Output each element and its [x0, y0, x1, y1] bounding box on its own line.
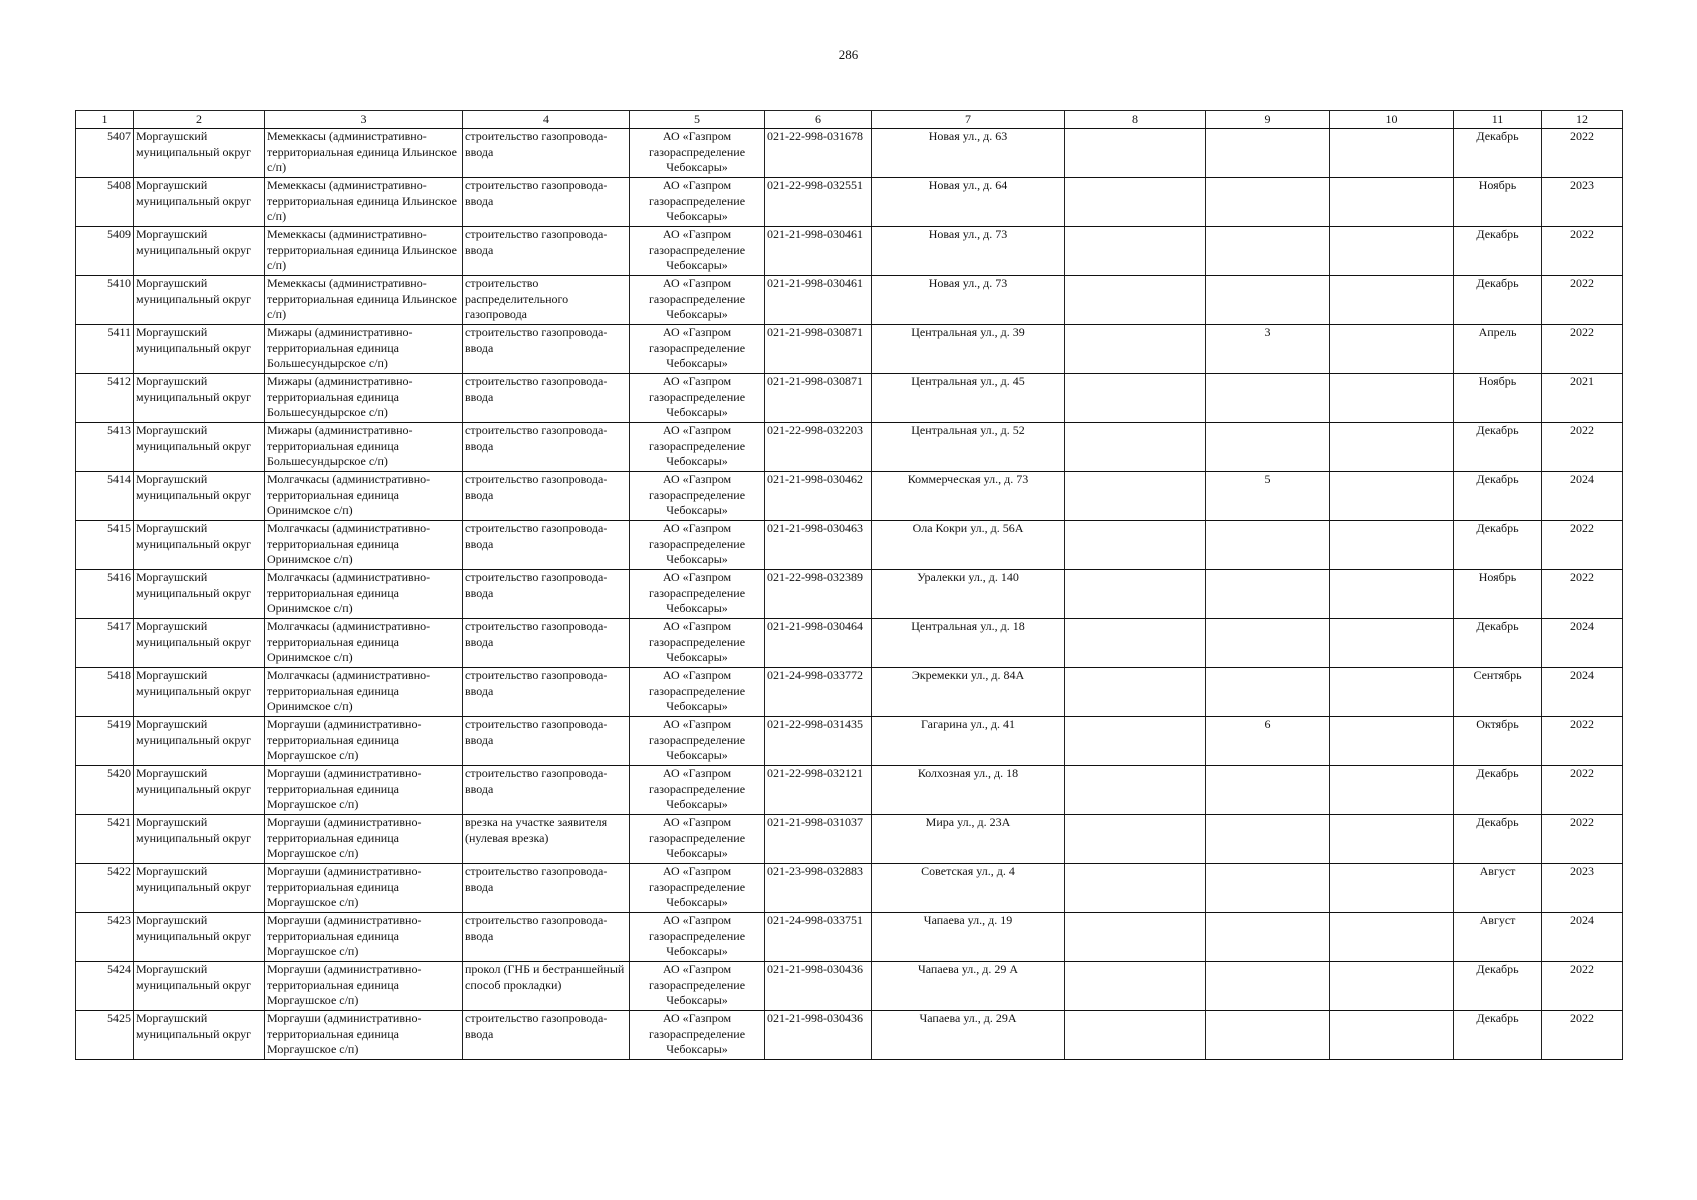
- year-cell: 2022: [1542, 815, 1623, 864]
- locality-cell: Моргауши (административно-территориальная единица Моргаушское с/п): [265, 717, 463, 766]
- application-code-cell: 021-21-998-030436: [765, 962, 872, 1011]
- column-number-row: [76, 111, 1623, 129]
- column-9-cell: [1206, 668, 1330, 717]
- application-code-cell: 021-22-998-032389: [765, 570, 872, 619]
- application-code-cell: 021-21-998-030871: [765, 325, 872, 374]
- row-number: 5408: [76, 178, 134, 227]
- table-row: [76, 570, 1623, 619]
- column-8-cell: [1065, 570, 1206, 619]
- column-9-cell: [1206, 178, 1330, 227]
- column-9-cell: [1206, 129, 1330, 178]
- row-number: 5414: [76, 472, 134, 521]
- organization-cell: АО «Газпром газораспределение Чебоксары»: [630, 913, 765, 962]
- application-code-cell: 021-23-998-032883: [765, 864, 872, 913]
- year-cell: 2022: [1542, 423, 1623, 472]
- work-type-cell: строительство газопровода-ввода: [463, 619, 630, 668]
- organization-cell: АО «Газпром газораспределение Чебоксары»: [630, 815, 765, 864]
- district-cell: Моргаушский муниципальный округ: [134, 178, 265, 227]
- row-number: 5423: [76, 913, 134, 962]
- table-row: [76, 129, 1623, 178]
- organization-cell: АО «Газпром газораспределение Чебоксары»: [630, 423, 765, 472]
- row-number: 5417: [76, 619, 134, 668]
- work-type-cell: прокол (ГНБ и бестраншейный способ прокладки): [463, 962, 630, 1011]
- column-9-cell: [1206, 227, 1330, 276]
- column-header-3: 3: [265, 111, 463, 129]
- column-8-cell: [1065, 227, 1206, 276]
- address-cell: Коммерческая ул., д. 73: [872, 472, 1065, 521]
- year-cell: 2022: [1542, 521, 1623, 570]
- application-code-cell: 021-21-998-031037: [765, 815, 872, 864]
- district-cell: Моргаушский муниципальный округ: [134, 129, 265, 178]
- row-number: 5411: [76, 325, 134, 374]
- organization-cell: АО «Газпром газораспределение Чебоксары»: [630, 374, 765, 423]
- address-cell: Центральная ул., д. 45: [872, 374, 1065, 423]
- table-body: [76, 129, 1623, 1060]
- organization-cell: АО «Газпром газораспределение Чебоксары»: [630, 178, 765, 227]
- column-9-cell: [1206, 619, 1330, 668]
- district-cell: Моргаушский муниципальный округ: [134, 227, 265, 276]
- column-header-4: 4: [463, 111, 630, 129]
- column-10-cell: [1330, 129, 1454, 178]
- row-number: 5422: [76, 864, 134, 913]
- locality-cell: Мижары (административно-территориальная единица Большесундырское с/п): [265, 423, 463, 472]
- address-cell: Уралекки ул., д. 140: [872, 570, 1065, 619]
- organization-cell: АО «Газпром газораспределение Чебоксары»: [630, 619, 765, 668]
- address-cell: Центральная ул., д. 39: [872, 325, 1065, 374]
- month-cell: Декабрь: [1454, 129, 1542, 178]
- column-8-cell: [1065, 374, 1206, 423]
- column-10-cell: [1330, 815, 1454, 864]
- address-cell: Чапаева ул., д. 19: [872, 913, 1065, 962]
- column-10-cell: [1330, 962, 1454, 1011]
- column-8-cell: [1065, 668, 1206, 717]
- row-number: 5416: [76, 570, 134, 619]
- column-8-cell: [1065, 276, 1206, 325]
- organization-cell: АО «Газпром газораспределение Чебоксары»: [630, 570, 765, 619]
- column-header-11: 11: [1454, 111, 1542, 129]
- year-cell: 2022: [1542, 129, 1623, 178]
- column-8-cell: [1065, 472, 1206, 521]
- district-cell: Моргаушский муниципальный округ: [134, 962, 265, 1011]
- column-8-cell: [1065, 1011, 1206, 1060]
- work-type-cell: строительство газопровода-ввода: [463, 864, 630, 913]
- year-cell: 2024: [1542, 619, 1623, 668]
- table-row: [76, 864, 1623, 913]
- column-9-cell: [1206, 1011, 1330, 1060]
- column-header-12: 12: [1542, 111, 1623, 129]
- year-cell: 2021: [1542, 374, 1623, 423]
- application-code-cell: 021-21-998-030871: [765, 374, 872, 423]
- column-header-5: 5: [630, 111, 765, 129]
- column-9-cell: [1206, 570, 1330, 619]
- application-code-cell: 021-21-998-030463: [765, 521, 872, 570]
- table-row: [76, 766, 1623, 815]
- column-10-cell: [1330, 1011, 1454, 1060]
- column-8-cell: [1065, 962, 1206, 1011]
- column-8-cell: [1065, 864, 1206, 913]
- organization-cell: АО «Газпром газораспределение Чебоксары»: [630, 717, 765, 766]
- district-cell: Моргаушский муниципальный округ: [134, 766, 265, 815]
- row-number: 5415: [76, 521, 134, 570]
- column-9-cell: [1206, 864, 1330, 913]
- address-cell: Новая ул., д. 73: [872, 276, 1065, 325]
- column-10-cell: [1330, 717, 1454, 766]
- table-row: [76, 717, 1623, 766]
- row-number: 5419: [76, 717, 134, 766]
- table-row: [76, 325, 1623, 374]
- work-type-cell: строительство газопровода-ввода: [463, 766, 630, 815]
- locality-cell: Мемеккасы (административно-территориальная единица Ильинское с/п): [265, 178, 463, 227]
- column-9-cell: 5: [1206, 472, 1330, 521]
- address-cell: Ола Кокри ул., д. 56А: [872, 521, 1065, 570]
- organization-cell: АО «Газпром газораспределение Чебоксары»: [630, 1011, 765, 1060]
- column-header-10: 10: [1330, 111, 1454, 129]
- table-row: [76, 913, 1623, 962]
- table-row: [76, 178, 1623, 227]
- district-cell: Моргаушский муниципальный округ: [134, 570, 265, 619]
- district-cell: Моргаушский муниципальный округ: [134, 619, 265, 668]
- locality-cell: Молгачкасы (административно-территориальная единица Оринимское с/п): [265, 570, 463, 619]
- year-cell: 2024: [1542, 668, 1623, 717]
- table-row: [76, 962, 1623, 1011]
- organization-cell: АО «Газпром газораспределение Чебоксары»: [630, 227, 765, 276]
- row-number: 5425: [76, 1011, 134, 1060]
- year-cell: 2022: [1542, 766, 1623, 815]
- column-8-cell: [1065, 325, 1206, 374]
- application-code-cell: 021-22-998-032203: [765, 423, 872, 472]
- row-number: 5418: [76, 668, 134, 717]
- row-number: 5420: [76, 766, 134, 815]
- row-number: 5410: [76, 276, 134, 325]
- work-type-cell: строительство газопровода-ввода: [463, 423, 630, 472]
- column-header-1: 1: [76, 111, 134, 129]
- column-10-cell: [1330, 227, 1454, 276]
- month-cell: Декабрь: [1454, 962, 1542, 1011]
- month-cell: Август: [1454, 913, 1542, 962]
- locality-cell: Моргауши (административно-территориальная единица Моргаушское с/п): [265, 766, 463, 815]
- application-code-cell: 021-21-998-030462: [765, 472, 872, 521]
- district-cell: Моргаушский муниципальный округ: [134, 521, 265, 570]
- column-9-cell: [1206, 521, 1330, 570]
- column-9-cell: [1206, 276, 1330, 325]
- column-header-9: 9: [1206, 111, 1330, 129]
- column-10-cell: [1330, 668, 1454, 717]
- column-10-cell: [1330, 521, 1454, 570]
- locality-cell: Моргауши (административно-территориальная единица Моргаушское с/п): [265, 962, 463, 1011]
- month-cell: Ноябрь: [1454, 178, 1542, 227]
- application-code-cell: 021-22-998-032551: [765, 178, 872, 227]
- work-type-cell: строительство газопровода-ввода: [463, 668, 630, 717]
- work-type-cell: строительство распределительного газопровода: [463, 276, 630, 325]
- year-cell: 2022: [1542, 325, 1623, 374]
- column-10-cell: [1330, 178, 1454, 227]
- locality-cell: Моргауши (административно-территориальная единица Моргаушское с/п): [265, 1011, 463, 1060]
- column-9-cell: [1206, 423, 1330, 472]
- application-code-cell: 021-24-998-033751: [765, 913, 872, 962]
- address-cell: Чапаева ул., д. 29А: [872, 1011, 1065, 1060]
- column-10-cell: [1330, 325, 1454, 374]
- year-cell: 2024: [1542, 913, 1623, 962]
- application-code-cell: 021-22-998-031435: [765, 717, 872, 766]
- organization-cell: АО «Газпром газораспределение Чебоксары»: [630, 766, 765, 815]
- column-10-cell: [1330, 766, 1454, 815]
- locality-cell: Молгачкасы (административно-территориальная единица Оринимское с/п): [265, 472, 463, 521]
- locality-cell: Моргауши (административно-территориальная единица Моргаушское с/п): [265, 913, 463, 962]
- address-cell: Советская ул., д. 4: [872, 864, 1065, 913]
- work-type-cell: строительство газопровода-ввода: [463, 717, 630, 766]
- column-10-cell: [1330, 913, 1454, 962]
- locality-cell: Мемеккасы (административно-территориальная единица Ильинское с/п): [265, 129, 463, 178]
- address-cell: Чапаева ул., д. 29 А: [872, 962, 1065, 1011]
- table-row: [76, 227, 1623, 276]
- work-type-cell: строительство газопровода-ввода: [463, 570, 630, 619]
- month-cell: Апрель: [1454, 325, 1542, 374]
- column-9-cell: [1206, 913, 1330, 962]
- district-cell: Моргаушский муниципальный округ: [134, 374, 265, 423]
- column-10-cell: [1330, 619, 1454, 668]
- application-code-cell: 021-22-998-031678: [765, 129, 872, 178]
- district-cell: Моргаушский муниципальный округ: [134, 668, 265, 717]
- locality-cell: Мижары (административно-территориальная единица Большесундырское с/п): [265, 374, 463, 423]
- month-cell: Сентябрь: [1454, 668, 1542, 717]
- district-cell: Моргаушский муниципальный округ: [134, 472, 265, 521]
- column-9-cell: [1206, 766, 1330, 815]
- organization-cell: АО «Газпром газораспределение Чебоксары»: [630, 521, 765, 570]
- organization-cell: АО «Газпром газораспределение Чебоксары»: [630, 276, 765, 325]
- column-10-cell: [1330, 864, 1454, 913]
- table-row: [76, 276, 1623, 325]
- application-code-cell: 021-21-998-030464: [765, 619, 872, 668]
- work-type-cell: строительство газопровода-ввода: [463, 325, 630, 374]
- column-8-cell: [1065, 913, 1206, 962]
- district-cell: Моргаушский муниципальный округ: [134, 1011, 265, 1060]
- locality-cell: Мемеккасы (административно-территориальная единица Ильинское с/п): [265, 227, 463, 276]
- locality-cell: Моргауши (административно-территориальная единица Моргаушское с/п): [265, 815, 463, 864]
- month-cell: Декабрь: [1454, 227, 1542, 276]
- address-cell: Центральная ул., д. 52: [872, 423, 1065, 472]
- district-cell: Моргаушский муниципальный округ: [134, 717, 265, 766]
- year-cell: 2022: [1542, 717, 1623, 766]
- column-header-8: 8: [1065, 111, 1206, 129]
- column-8-cell: [1065, 815, 1206, 864]
- district-cell: Моргаушский муниципальный округ: [134, 423, 265, 472]
- address-cell: Новая ул., д. 63: [872, 129, 1065, 178]
- district-cell: Моргаушский муниципальный округ: [134, 864, 265, 913]
- work-type-cell: строительство газопровода-ввода: [463, 227, 630, 276]
- column-9-cell: [1206, 962, 1330, 1011]
- locality-cell: Мижары (административно-территориальная единица Большесундырское с/п): [265, 325, 463, 374]
- work-type-cell: строительство газопровода-ввода: [463, 913, 630, 962]
- address-cell: Гагарина ул., д. 41: [872, 717, 1065, 766]
- row-number: 5413: [76, 423, 134, 472]
- work-type-cell: строительство газопровода-ввода: [463, 129, 630, 178]
- month-cell: Декабрь: [1454, 619, 1542, 668]
- column-header-6: 6: [765, 111, 872, 129]
- row-number: 5407: [76, 129, 134, 178]
- column-8-cell: [1065, 129, 1206, 178]
- district-cell: Моргаушский муниципальный округ: [134, 913, 265, 962]
- work-type-cell: строительство газопровода-ввода: [463, 374, 630, 423]
- organization-cell: АО «Газпром газораспределение Чебоксары»: [630, 668, 765, 717]
- year-cell: 2024: [1542, 472, 1623, 521]
- organization-cell: АО «Газпром газораспределение Чебоксары»: [630, 864, 765, 913]
- organization-cell: АО «Газпром газораспределение Чебоксары»: [630, 472, 765, 521]
- column-8-cell: [1065, 717, 1206, 766]
- address-cell: Экремекки ул., д. 84А: [872, 668, 1065, 717]
- row-number: 5412: [76, 374, 134, 423]
- column-10-cell: [1330, 472, 1454, 521]
- column-9-cell: 3: [1206, 325, 1330, 374]
- column-8-cell: [1065, 178, 1206, 227]
- table-row: [76, 374, 1623, 423]
- column-8-cell: [1065, 521, 1206, 570]
- column-9-cell: [1206, 374, 1330, 423]
- column-10-cell: [1330, 570, 1454, 619]
- column-8-cell: [1065, 423, 1206, 472]
- month-cell: Декабрь: [1454, 521, 1542, 570]
- table-row: [76, 472, 1623, 521]
- month-cell: Декабрь: [1454, 815, 1542, 864]
- district-cell: Моргаушский муниципальный округ: [134, 276, 265, 325]
- month-cell: Октябрь: [1454, 717, 1542, 766]
- month-cell: Декабрь: [1454, 472, 1542, 521]
- locality-cell: Молгачкасы (административно-территориальная единица Оринимское с/п): [265, 668, 463, 717]
- row-number: 5424: [76, 962, 134, 1011]
- district-cell: Моргаушский муниципальный округ: [134, 325, 265, 374]
- locality-cell: Молгачкасы (административно-территориальная единица Оринимское с/п): [265, 619, 463, 668]
- row-number: 5421: [76, 815, 134, 864]
- column-10-cell: [1330, 276, 1454, 325]
- table-row: [76, 1011, 1623, 1060]
- register-table: [75, 110, 1623, 1060]
- address-cell: Новая ул., д. 73: [872, 227, 1065, 276]
- year-cell: 2022: [1542, 570, 1623, 619]
- year-cell: 2022: [1542, 962, 1623, 1011]
- address-cell: Новая ул., д. 64: [872, 178, 1065, 227]
- column-10-cell: [1330, 374, 1454, 423]
- district-cell: Моргаушский муниципальный округ: [134, 815, 265, 864]
- column-9-cell: 6: [1206, 717, 1330, 766]
- address-cell: Колхозная ул., д. 18: [872, 766, 1065, 815]
- year-cell: 2023: [1542, 178, 1623, 227]
- application-code-cell: 021-21-998-030436: [765, 1011, 872, 1060]
- month-cell: Декабрь: [1454, 1011, 1542, 1060]
- month-cell: Декабрь: [1454, 423, 1542, 472]
- work-type-cell: врезка на участке заявителя (нулевая врезка): [463, 815, 630, 864]
- work-type-cell: строительство газопровода-ввода: [463, 521, 630, 570]
- page-number: 286: [838, 47, 859, 62]
- column-8-cell: [1065, 619, 1206, 668]
- month-cell: Ноябрь: [1454, 570, 1542, 619]
- year-cell: 2023: [1542, 864, 1623, 913]
- application-code-cell: 021-21-998-030461: [765, 227, 872, 276]
- application-code-cell: 021-22-998-032121: [765, 766, 872, 815]
- organization-cell: АО «Газпром газораспределение Чебоксары»: [630, 325, 765, 374]
- year-cell: 2022: [1542, 276, 1623, 325]
- month-cell: Август: [1454, 864, 1542, 913]
- column-9-cell: [1206, 815, 1330, 864]
- column-header-7: 7: [872, 111, 1065, 129]
- locality-cell: Мемеккасы (административно-территориальная единица Ильинское с/п): [265, 276, 463, 325]
- organization-cell: АО «Газпром газораспределение Чебоксары»: [630, 962, 765, 1011]
- year-cell: 2022: [1542, 1011, 1623, 1060]
- table-row: [76, 815, 1623, 864]
- address-cell: Центральная ул., д. 18: [872, 619, 1065, 668]
- table-row: [76, 521, 1623, 570]
- application-code-cell: 021-21-998-030461: [765, 276, 872, 325]
- work-type-cell: строительство газопровода-ввода: [463, 178, 630, 227]
- year-cell: 2022: [1542, 227, 1623, 276]
- table-row: [76, 423, 1623, 472]
- work-type-cell: строительство газопровода-ввода: [463, 1011, 630, 1060]
- row-number: 5409: [76, 227, 134, 276]
- locality-cell: Молгачкасы (административно-территориальная единица Оринимское с/п): [265, 521, 463, 570]
- table-row: [76, 619, 1623, 668]
- table-row: [76, 668, 1623, 717]
- work-type-cell: строительство газопровода-ввода: [463, 472, 630, 521]
- month-cell: Декабрь: [1454, 276, 1542, 325]
- column-header-2: 2: [134, 111, 265, 129]
- month-cell: Ноябрь: [1454, 374, 1542, 423]
- column-8-cell: [1065, 766, 1206, 815]
- column-10-cell: [1330, 423, 1454, 472]
- locality-cell: Моргауши (административно-территориальная единица Моргаушское с/п): [265, 864, 463, 913]
- address-cell: Мира ул., д. 23А: [872, 815, 1065, 864]
- organization-cell: АО «Газпром газораспределение Чебоксары»: [630, 129, 765, 178]
- application-code-cell: 021-24-998-033772: [765, 668, 872, 717]
- month-cell: Декабрь: [1454, 766, 1542, 815]
